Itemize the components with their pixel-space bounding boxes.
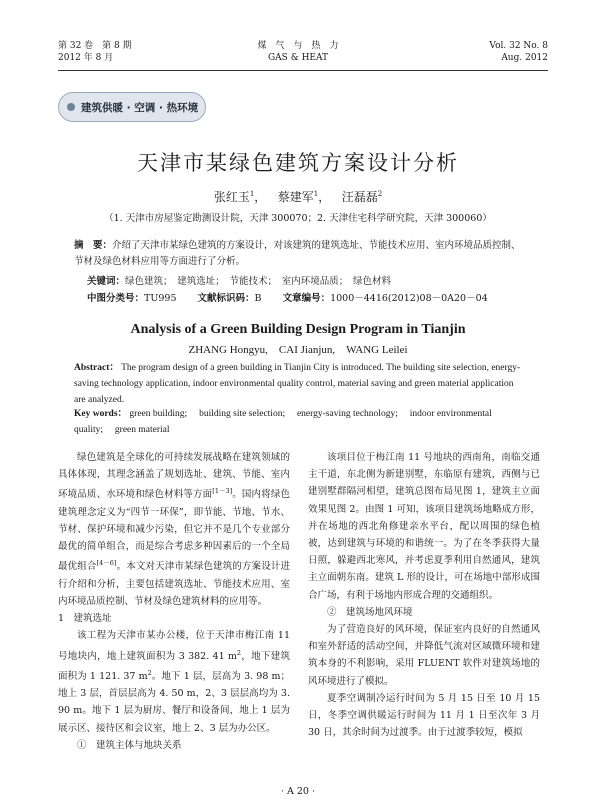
keywords-cn <box>87 274 527 289</box>
citation-ref: [1－3] <box>212 487 233 496</box>
article-number-label: 文章编号： <box>282 293 331 304</box>
authors-cn: 张红玉$^1$， 蔡建军$^1$， 汪磊磊$^2$ <box>213 190 383 204</box>
abstract-cn-text: 介绍了天津市某绿色建筑的方案设计，对该建筑的建筑选址、节能技术应用、室内环境品质控制、节材及绿色材料应用等方面进行了分析。 <box>74 240 521 267</box>
volume-issue: 第 32 卷 第 8 期 <box>58 41 132 51</box>
abstract-cn-label: 摘 要： <box>74 240 113 251</box>
paragraph <box>58 449 290 610</box>
journal-name-cn: 煤 气 与 热 力 <box>257 41 339 51</box>
keywords-cn-label: 关键词： <box>87 276 126 287</box>
abstract-cn <box>74 238 522 270</box>
keywords-en-label: Key words： <box>74 409 128 419</box>
affiliation-cn: （1. 天津市房屋鉴定勘测设计院，天津 300070；2. 天津住宅科学研究院，天津 300060） <box>104 213 492 224</box>
abstract-en-text: The program design of a green building in Tianjin City is introduced. The building site selection, energy-saving technology application, indoor environmental quality control, material saving and green material application are analyzed. <box>74 363 521 405</box>
author-affil-mark: 1 <box>249 190 255 198</box>
article-title-en: Analysis of a Green Building Design Program in Tianjin <box>130 322 466 337</box>
clc-label: 中图分类号： <box>87 293 145 304</box>
keywords-en-text: green building; building site selection; energy-saving technology; indoor environmental quality; green material <box>74 409 492 435</box>
text-run: 。国内将绿色建筑理念定义为“四节一环保”，即节能、节地、节水、节材、保护环境和减少污染，但它并不是几个专业部分最优的简单组合，而是综合考虑多种因素后的一个全局最优组合 <box>58 489 290 573</box>
citation-ref: [4－6] <box>96 559 117 568</box>
header-divider <box>58 70 548 71</box>
author-name: 张红玉 <box>213 190 250 204</box>
body-column-left <box>58 449 290 754</box>
classification-line <box>87 291 488 306</box>
abstract-en-label: Abstract： <box>74 363 119 373</box>
article-number-value: 1000－4416(2012)08－0A20－04 <box>330 293 488 304</box>
text-run: 该工程为天津市某办公楼，位于天津市梅江南 11 号地块内，地上建筑面积为 3 382. 41 m <box>58 630 290 662</box>
doc-code-label: 文献标识码： <box>197 293 255 304</box>
abstract-en <box>74 360 522 408</box>
paragraph <box>58 627 290 737</box>
author-affil-mark: 2 <box>377 190 383 198</box>
clc-value: TU995 <box>144 293 177 304</box>
section-tag-label: 建筑供暖 · 空调 · 热环境 <box>81 101 199 114</box>
page-number: · A 20 · <box>280 786 316 797</box>
article-title-cn: 天津市某绿色建筑方案设计分析 <box>137 151 459 175</box>
authors-en: ZHANG Hongyu, CAI Jianjun, WANG Leilei <box>188 344 408 356</box>
subsection-heading: ① 建筑主体与地块关系 <box>77 739 182 751</box>
section-tag <box>58 92 206 122</box>
text-run: 。地下 1 层，层高为 3. 98 m；地上 3 层，首层层高为 4. 50 m，2、3 层层高均为 3. 90 m。地下 1 层为厨房、餐厅和设备间，地上 1 层为展示区、接待区和会议室，地上 2、3 层为办公区。 <box>58 671 291 734</box>
superscript: 2 <box>236 648 242 657</box>
superscript: 2 <box>147 668 152 677</box>
issue-date: 2012 年 8 月 <box>58 53 114 63</box>
body-column-right <box>308 449 540 741</box>
journal-name-en: GAS & HEAT <box>267 53 329 63</box>
keywords-cn-text: 绿色建筑； 建筑选址； 节能技术； 室内环境品质； 绿色材料 <box>125 276 392 287</box>
paragraph: 该项目位于梅江南 11 号地块的西南角，南临交通主干道，东北侧为新建别墅，东临原有建筑，西侧与已建别墅群隔河相望，建筑总图布局见图 1，建筑主立面效果见图 2。由图 1 可知，该项目建筑场地略成方形，并在场地的西北角修建亲水平台，配以周围的绿色植被，达到建筑与环境的和谐统一。为了在冬季获得大量日照，躲避西北寒风，并考虑夏季利用自然通风，建筑主立面朝东南。建筑 L 形的设计，可在场地中部形成围合广场，有利于场地内形成合理的交通组织。 <box>308 452 540 601</box>
keywords-en <box>74 406 522 438</box>
paragraph: 夏季空调制冷运行时间为 5 月 15 日至 10 月 15 日，冬季空调供暖运行时间为 11 月 1 日至次年 3 月 30 日，其余时间为过渡季。由于过渡季较短，模拟 <box>308 692 540 739</box>
doc-code-value: B <box>254 293 262 304</box>
text-run: 绿色建筑是全球化的可持续发展战略在建筑领域的具体体现，其理念涵盖了规划选址、建筑、节能、室内环境品质、水环境和绿色材料等方面 <box>58 452 290 501</box>
text-run: ，地下建筑面积为 1 121. 37 m <box>58 650 290 683</box>
text-run: 。本文对天津市某绿色建筑的方案设计进行介绍和分析，主要包括建筑选址、节能技术应用、室内环境品质控制、节材及绿色建筑材料的应用等。 <box>58 561 290 607</box>
subsection-heading: ② 建筑场地风环境 <box>327 606 413 618</box>
author-name: 蔡建军 <box>277 190 314 204</box>
running-header-right <box>489 40 548 64</box>
paragraph: 为了营造良好的风环境，保证室内良好的自然通风和室外舒适的活动空间，并降低气流对区域微环境和建筑本身的不利影响，采用 FLUENT 软件对建筑场地的风环境进行了模拟。 <box>308 624 540 687</box>
bullet-dot-icon <box>67 103 75 111</box>
section-heading: 1 建筑选址 <box>58 613 112 625</box>
author-affil-mark: 1 <box>313 190 319 198</box>
volume-issue-en: Vol. 32 No. 8 <box>489 41 548 51</box>
author-name: 汪磊磊 <box>341 190 378 204</box>
issue-date-en: Aug. 2012 <box>501 53 548 63</box>
